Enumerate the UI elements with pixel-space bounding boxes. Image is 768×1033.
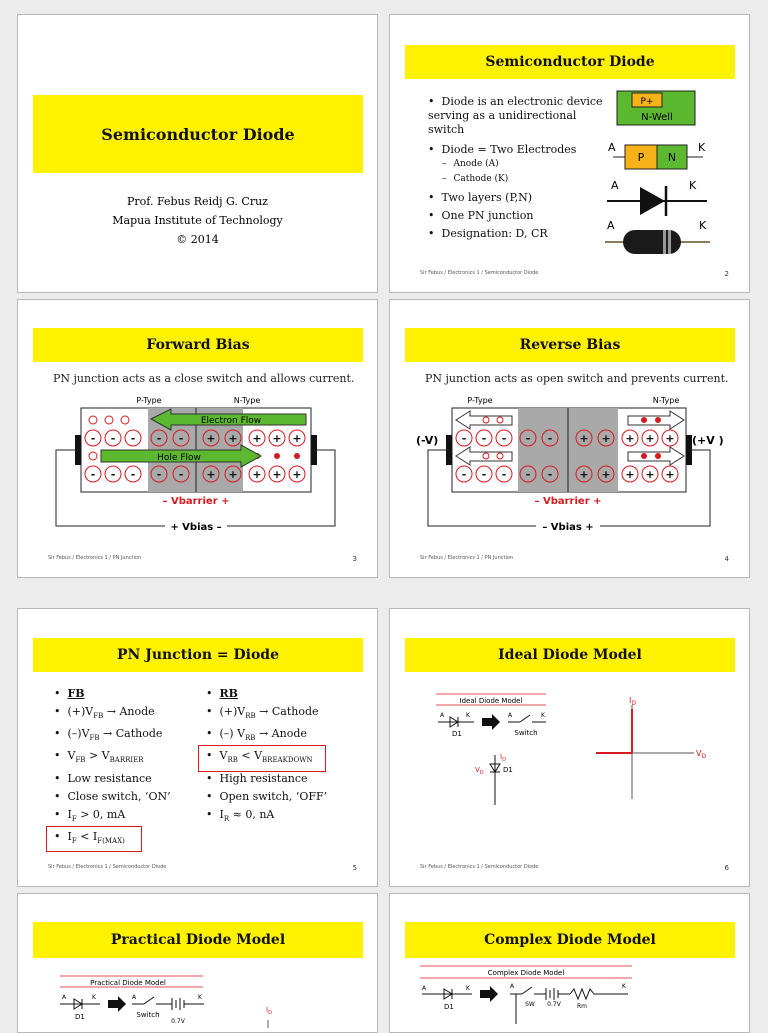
svg-text:-: -: [156, 432, 162, 445]
svg-text:+: +: [292, 468, 302, 481]
slide-4-title-band: [405, 328, 735, 362]
svg-text:P-Type: P-Type: [467, 396, 493, 405]
svg-text:-: -: [525, 468, 531, 481]
svg-text:+: +: [579, 432, 589, 445]
svg-text:-: -: [90, 468, 96, 481]
rb-list: • RB • $(+)V_{RB}$ → Cathode • (–) $V_{RB}$ → Anode • $V_{RB} < V_{BREAKDOWN}$ • High resistance • Open switch, ‘OFF’ • $I_R \approx 0$, nA: [206, 685, 366, 828]
slide-6[interactable]: [389, 608, 750, 887]
svg-text:-: -: [461, 432, 467, 445]
svg-text:-: -: [461, 468, 467, 481]
svg-text:+: +: [579, 468, 589, 481]
svg-text:A: A: [607, 219, 615, 232]
slide-8[interactable]: [389, 893, 750, 1033]
ideal-diode-diagram: [400, 689, 740, 819]
slide-4-footer: Sir Febus / Electronics 1 / PN Junction: [420, 555, 514, 561]
slide-1[interactable]: [17, 14, 378, 293]
slide-7-title-band: [33, 922, 363, 958]
svg-text:K: K: [466, 712, 470, 719]
bullet-electrodes: • Diode = Two Electrodes: [428, 143, 608, 157]
svg-text:A: A: [510, 983, 515, 990]
complex-diode-diagram: [400, 964, 740, 1024]
svg-text:+: +: [625, 432, 635, 445]
bullet-anode: – Anode (A): [428, 157, 608, 172]
slide-6-footer: Sir Febus / Electronics 1 / Semiconductor Diode: [420, 864, 539, 870]
svg-text:D1: D1: [444, 1003, 454, 1011]
svg-text:K: K: [698, 141, 706, 154]
slide-4-page: 4: [724, 555, 729, 563]
svg-text:N-Type: N-Type: [652, 396, 680, 405]
svg-text:ID: $I_D$: [629, 696, 636, 707]
nwell-label: N-Well: [641, 112, 673, 123]
svg-text:K: K: [466, 985, 470, 992]
slide-2[interactable]: [389, 14, 750, 293]
svg-text:-: -: [110, 468, 116, 481]
svg-text:N-Type: N-Type: [233, 396, 261, 405]
svg-text:+: +: [625, 468, 635, 481]
slide-5[interactable]: [17, 608, 378, 887]
svg-text:0.7V: 0.7V: [547, 1001, 561, 1008]
svg-text:P-Type: P-Type: [136, 396, 162, 405]
slide-4-subtitle: PN junction acts as open switch and prevents current.: [425, 372, 729, 385]
slide-5-page: 5: [352, 864, 357, 872]
svg-text:-: -: [110, 432, 116, 445]
slide-7[interactable]: [17, 893, 378, 1033]
svg-text:+: +: [228, 432, 238, 445]
svg-text:N: N: [667, 151, 677, 164]
svg-text:+: +: [228, 468, 238, 481]
svg-text:Switch: Switch: [136, 1011, 160, 1019]
svg-text:K: K: [699, 219, 707, 232]
slide-2-page: 2: [724, 270, 729, 278]
svg-text:+: +: [645, 468, 655, 481]
svg-text:Electron Flow: Electron Flow: [200, 416, 262, 426]
svg-text:-: -: [130, 468, 136, 481]
svg-text:-: -: [501, 432, 507, 445]
svg-text:+ Vbias –: + Vbias –: [170, 522, 222, 533]
slide-7-title: Practical Diode Model: [110, 932, 286, 948]
bullet-layers: • Two layers (P,N): [428, 191, 608, 205]
svg-text:ID: $I_D$: [500, 753, 506, 763]
bullet-cathode: – Cathode (K): [428, 172, 608, 187]
svg-text:P: P: [637, 151, 645, 164]
svg-text:Hole Flow: Hole Flow: [157, 453, 201, 463]
svg-text:K: K: [689, 179, 697, 192]
svg-text:D1: D1: [503, 766, 513, 774]
svg-text:-: -: [547, 432, 553, 445]
svg-text:+: +: [206, 432, 216, 445]
svg-text:A: A: [611, 179, 619, 192]
slide-3-page: 3: [352, 555, 357, 563]
svg-text:VD: $V_D$: [696, 749, 707, 760]
slide-3-subtitle: PN junction acts as a close switch and allows current.: [53, 372, 355, 385]
svg-text:A: A: [422, 985, 427, 992]
slide-3[interactable]: [17, 299, 378, 578]
svg-text:+: +: [645, 432, 655, 445]
svg-text:-: -: [481, 468, 487, 481]
bullet-designation: • Designation: D, CR: [428, 227, 608, 241]
slide-1-title: Semiconductor Diode: [101, 124, 295, 144]
slide-6-title-band: [405, 638, 735, 672]
reverse-bias-diagram: [400, 390, 740, 540]
svg-text:0.7V: 0.7V: [171, 1018, 185, 1025]
bullet-diode-def: • Diode is an electronic device serving as a unidirectional switch: [428, 95, 608, 137]
fb-max-current-highlight: • $I_F < I_{F(MAX)}$: [48, 828, 140, 850]
slide-5-title-band: [33, 638, 363, 672]
svg-text:-: -: [547, 468, 553, 481]
slide-1-year: © 2014: [176, 233, 219, 246]
svg-text:+: +: [601, 432, 611, 445]
svg-text:A: A: [132, 994, 137, 1001]
svg-text:-: -: [481, 432, 487, 445]
svg-text:+: +: [272, 432, 282, 445]
svg-text:+: +: [206, 468, 216, 481]
slide-1-institution: Mapua Institute of Technology: [112, 214, 283, 227]
slide-2-bullets: [428, 95, 608, 241]
slide-5-footer: Sir Febus / Electronics 1 / Semiconductor Diode: [48, 864, 167, 870]
svg-text:Ideal Diode Model: Ideal Diode Model: [459, 697, 523, 705]
slide-2-diode-figures: [605, 87, 735, 267]
slide-2-footer: Sir Febus / Electronics 1 / Semiconductor Diode: [420, 270, 539, 276]
svg-text:-: -: [178, 468, 184, 481]
svg-text:K: K: [92, 994, 96, 1001]
slide-1-author: Prof. Febus Reidj G. Cruz: [127, 195, 268, 208]
slide-2-title-band: [405, 45, 735, 79]
svg-text:Switch: Switch: [514, 729, 538, 737]
slide-6-page: 6: [724, 864, 729, 872]
svg-text:A: A: [440, 712, 445, 719]
svg-text:D1: D1: [75, 1013, 85, 1021]
svg-text:-: -: [156, 468, 162, 481]
slide-3-title: Forward Bias: [146, 337, 250, 353]
svg-text:VD: $V_D$: [475, 766, 484, 776]
forward-bias-diagram: [51, 390, 351, 540]
svg-text:-: -: [130, 432, 136, 445]
svg-text:-: -: [178, 432, 184, 445]
slide-2-title: Semiconductor Diode: [485, 54, 655, 70]
svg-text:– Vbias +: – Vbias +: [542, 522, 594, 533]
svg-text:K: K: [541, 712, 545, 719]
svg-text:+: +: [252, 468, 262, 481]
practical-diode-diagram: [28, 968, 368, 1028]
slide-8-title: Complex Diode Model: [484, 932, 656, 948]
diode-package-icon: [623, 230, 681, 254]
slide-4[interactable]: [389, 299, 750, 578]
rb-breakdown-highlight: • $V_{RB} < V_{BREAKDOWN}$: [200, 747, 324, 769]
svg-text:+: +: [665, 432, 675, 445]
svg-text:Complex Diode Model: Complex Diode Model: [487, 969, 565, 977]
svg-text:(+V ): (+V ): [692, 434, 724, 447]
svg-text:A: A: [508, 712, 513, 719]
equals-arrow-icon: [480, 986, 498, 1002]
bullet-junction: • One PN junction: [428, 209, 608, 223]
svg-text:– Vbarrier +: – Vbarrier +: [534, 496, 602, 507]
pplus-label: P+: [640, 97, 654, 107]
svg-text:K: K: [622, 983, 626, 990]
slide-1-title-band: [33, 95, 363, 173]
slide-5-title: PN Junction = Diode: [117, 647, 279, 663]
svg-text:+: +: [292, 432, 302, 445]
slide-4-title: Reverse Bias: [519, 337, 621, 353]
svg-text:-: -: [501, 468, 507, 481]
svg-text:(-V): (-V): [416, 434, 439, 447]
svg-text:Rm: Rm: [576, 1003, 588, 1010]
equals-arrow-icon: [482, 714, 500, 730]
svg-text:A: A: [62, 994, 67, 1001]
fb-list: • FB • $(+)V_{FB}$ → Anode • $(-)V_{FB}$ → Cathode • $V_{FB} > V_{BARRIER}$ • Low resistance • Close switch, ‘ON’ • $I_F > 0$, mA • $I_F < I_{F(MAX)}$: [54, 685, 214, 850]
svg-text:+: +: [601, 468, 611, 481]
svg-text:-: -: [525, 432, 531, 445]
svg-text:-: -: [90, 432, 96, 445]
svg-text:SW: SW: [525, 1001, 535, 1008]
slide-8-title-band: [405, 922, 735, 958]
equals-arrow-icon: [108, 996, 126, 1012]
svg-text:+: +: [252, 432, 262, 445]
svg-text:ID: $I_D$: [266, 1006, 272, 1016]
svg-text:+: +: [665, 468, 675, 481]
svg-text:+: +: [272, 468, 282, 481]
diode-symbol-icon: [640, 187, 665, 215]
slide-6-title: Ideal Diode Model: [498, 647, 642, 663]
slide-3-footer: Sir Febus / Electronics 1 / PN Junction: [48, 555, 142, 561]
slide-3-title-band: [33, 328, 363, 362]
svg-text:Practical Diode Model: Practical Diode Model: [90, 979, 166, 987]
svg-text:A: A: [608, 141, 616, 154]
svg-text:– Vbarrier +: – Vbarrier +: [162, 496, 230, 507]
svg-text:K: K: [198, 994, 202, 1001]
svg-text:D1: D1: [452, 730, 462, 738]
